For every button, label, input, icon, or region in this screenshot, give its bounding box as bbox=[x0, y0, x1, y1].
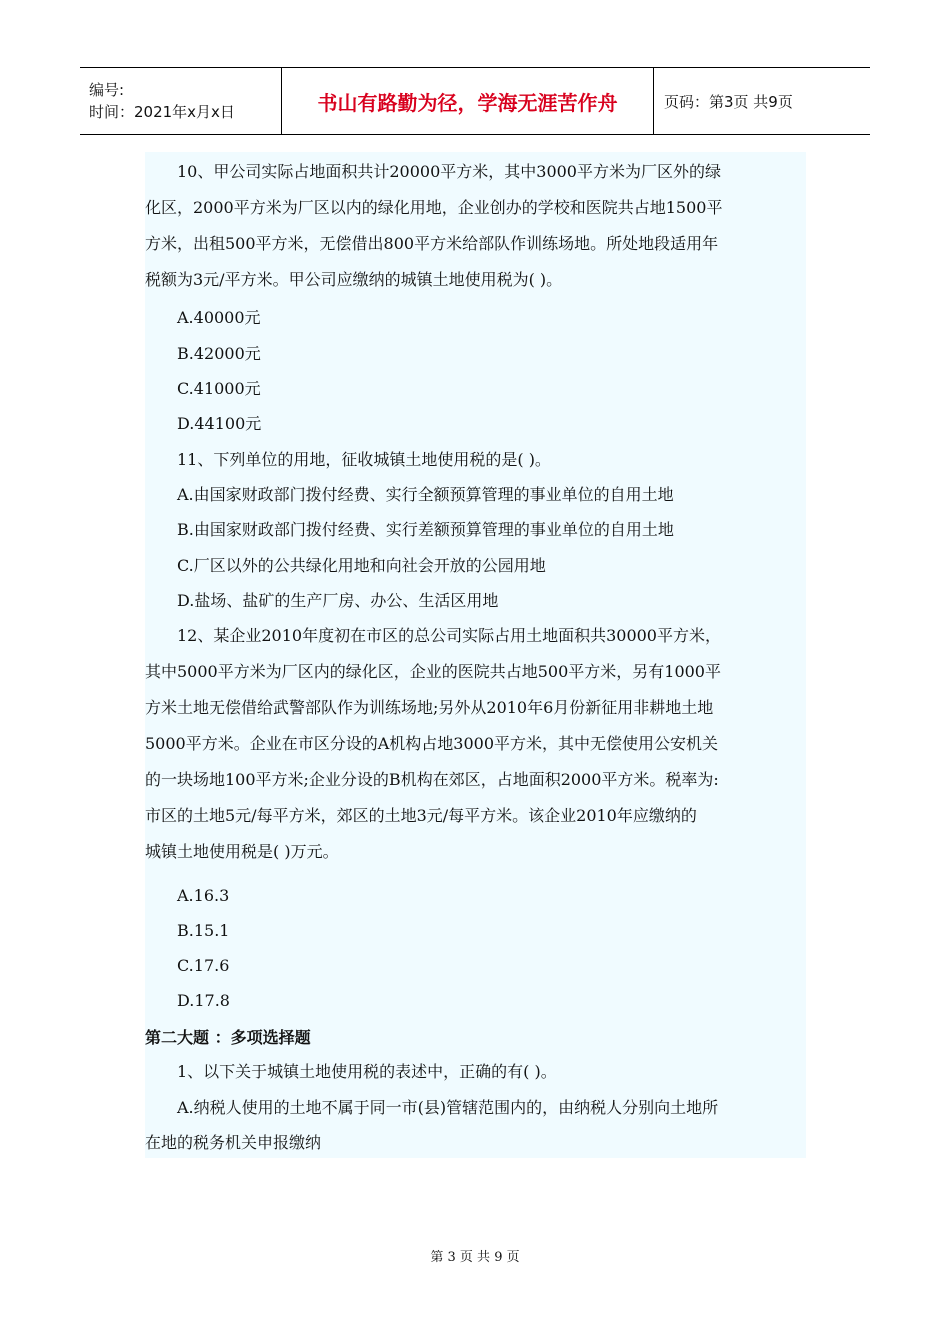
text-line: 的一块场地100平方米;企业分设的B机构在郊区，占地面积2000平方米。税率为: bbox=[145, 770, 719, 789]
option-line: A.16.3 bbox=[145, 886, 230, 905]
option-line: D.17.8 bbox=[145, 991, 230, 1010]
question-line: 12、某企业2010年度初在市区的总公司实际占用土地面积共30000平方米， bbox=[145, 626, 721, 645]
option-line: D.盐场、盐矿的生产厂房、办公、生活区用地 bbox=[145, 591, 499, 610]
document-number-label: 编号: bbox=[89, 81, 125, 99]
text-line: 在地的税务机关申报缴纳 bbox=[145, 1133, 322, 1152]
header-page-code-cell bbox=[654, 68, 870, 134]
question-line: 1、以下关于城镇土地使用税的表述中，正确的有( )。 bbox=[145, 1062, 557, 1081]
option-line: C.厂区以外的公共绿化用地和向社会开放的公园用地 bbox=[145, 556, 546, 575]
text-line: 城镇土地使用税是( )万元。 bbox=[145, 842, 339, 861]
text-line: 方米，出租500平方米，无偿借出800平方米给部队作训练场地。所处地段适用年 bbox=[145, 234, 719, 253]
option-line: D.44100元 bbox=[145, 414, 262, 433]
option-line: B.42000元 bbox=[145, 344, 261, 363]
option-line: A.由国家财政部门拨付经费、实行全额预算管理的事业单位的自用土地 bbox=[145, 485, 674, 504]
option-line: C.17.6 bbox=[145, 956, 230, 975]
page-footer: 第 3 页 共 9 页 bbox=[430, 1250, 520, 1265]
text-line: 税额为3元/平方米。甲公司应缴纳的城镇土地使用税为( )。 bbox=[145, 270, 563, 289]
option-line: C.41000元 bbox=[145, 379, 261, 398]
header-meta bbox=[80, 68, 282, 134]
question-line: 11、下列单位的用地，征收城镇土地使用税的是( )。 bbox=[145, 450, 551, 469]
option-line: A.40000元 bbox=[145, 308, 261, 327]
option-line: B.15.1 bbox=[145, 921, 230, 940]
text-line: 10、甲公司实际占地面积共计20000平方米，其中3000平方米为厂区外的绿 bbox=[145, 162, 721, 181]
header-motto: 书山有路勤为径，学海无涯苦作舟 bbox=[317, 90, 618, 115]
document-date: 时间：2021年x月x日 bbox=[89, 103, 235, 121]
page-header bbox=[80, 67, 870, 135]
text-line: 方米土地无偿借给武警部队作为训练场地;另外从2010年6月份新征用非耕地土地 bbox=[145, 698, 714, 717]
document-body bbox=[145, 152, 806, 1158]
section-heading: 第二大题 ：多项选择题 bbox=[145, 1028, 311, 1047]
option-line: A.纳税人使用的土地不属于同一市(县)管辖范围内的，由纳税人分别向土地所 bbox=[145, 1098, 719, 1117]
text-line: 市区的土地5元/每平方米，郊区的土地3元/每平方米。该企业2010年应缴纳的 bbox=[145, 806, 697, 825]
text-line: 化区，2000平方米为厂区以内的绿化用地，企业创办的学校和医院共占地1500平 bbox=[145, 198, 723, 217]
header-motto-cell bbox=[282, 68, 654, 134]
text-line: 5000平方米。企业在市区分设的A机构占地3000平方米，其中无偿使用公安机关 bbox=[145, 734, 718, 753]
header-page-code: 页码：第3页 共9页 bbox=[664, 92, 793, 111]
text-line: 其中5000平方米为厂区内的绿化区，企业的医院共占地500平方米，另有1000平 bbox=[145, 662, 721, 681]
option-line: B.由国家财政部门拨付经费、实行差额预算管理的事业单位的自用土地 bbox=[145, 520, 674, 539]
